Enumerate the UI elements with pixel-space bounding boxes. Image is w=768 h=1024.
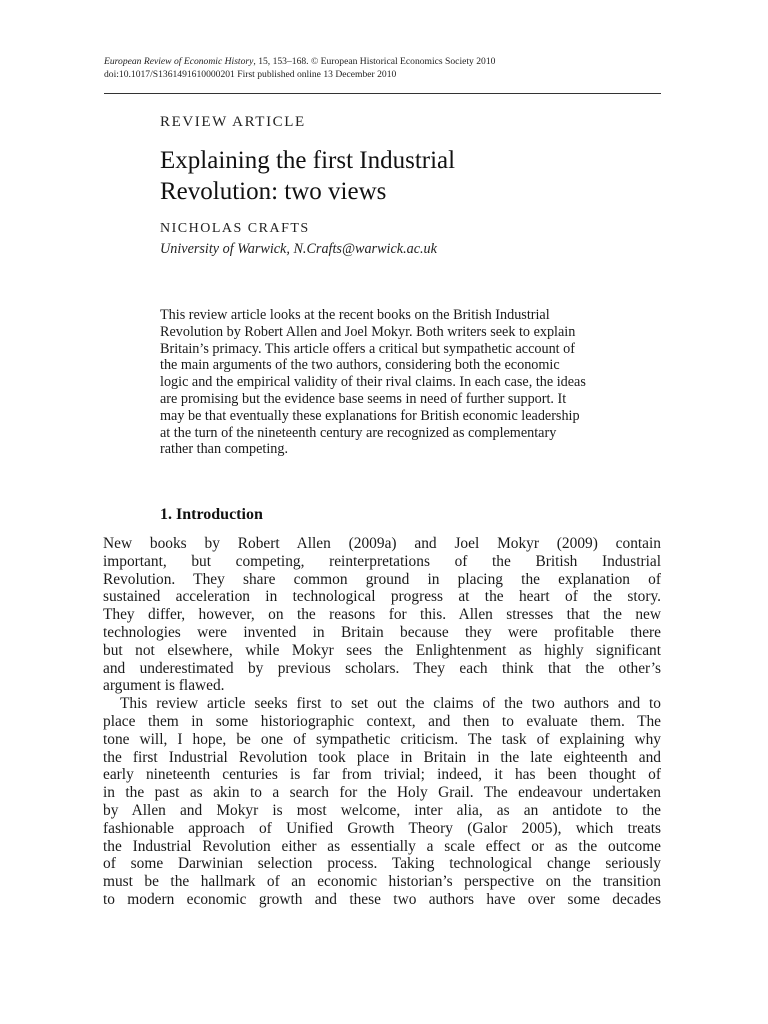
- citation-details: , 15, 153–168. © European Historical Economics Society 2010: [253, 56, 496, 67]
- abstract: [160, 307, 660, 458]
- abstract-line: rather than competing.: [160, 441, 289, 458]
- body-line: They differ, however, on the reasons for this. Allen stresses that the new: [103, 606, 661, 624]
- body-text: [103, 535, 661, 909]
- body-line: but not elsewhere, while Mokyr sees the Enlightenment as highly significant: [103, 641, 661, 659]
- body-line: fashionable approach of Unified Growth Theory (Galor 2005), which treats: [103, 819, 661, 837]
- title-line: Revolution: two views: [160, 178, 387, 205]
- abstract-line: This review article looks at the recent books on the British Industrial: [160, 307, 550, 323]
- abstract-line: at the turn of the nineteenth century are recognized as complementary: [160, 424, 557, 441]
- article-title: [160, 145, 600, 207]
- abstract-line: Revolution by Robert Allen and Joel Mokyr. Both writers seek to explain: [160, 323, 576, 340]
- body-line: sustained acceleration in technological progress at the heart of the story.: [103, 588, 661, 606]
- citation-line: [104, 55, 664, 68]
- body-line: the first Industrial Revolution took place in Britain in the late eighteenth and: [103, 748, 661, 766]
- journal-name: European Review of Economic History: [104, 56, 254, 67]
- article-type-label: REVIEW ARTICLE: [160, 114, 306, 130]
- author-affiliation: University of Warwick, N.Crafts@warwick.ac.uk: [160, 241, 437, 257]
- title-line: Explaining the first Industrial: [160, 147, 456, 174]
- body-line: important, but competing, reinterpretations of the British Industrial: [103, 552, 661, 570]
- body-line: This review article seeks first to set out the claims of the two authors and to: [120, 695, 661, 713]
- header-divider: [104, 93, 661, 94]
- abstract-line: may be that eventually these explanations for British economic leadership: [160, 407, 580, 424]
- doi-line: doi:10.1017/S1361491610000201 First published online 13 December 2010: [104, 69, 397, 80]
- body-line: early nineteenth centuries is far from trivial; indeed, it has been thought of: [103, 766, 661, 784]
- body-line: by Allen and Mokyr is most welcome, inter alia, as an antidote to the: [103, 801, 661, 819]
- body-line: place them in some historiographic context, and then to evaluate them. The: [103, 712, 661, 730]
- body-line: tone will, I hope, be one of sympathetic criticism. The task of explaining why: [103, 730, 661, 748]
- abstract-line: the main arguments of the two authors, considering both the economic: [160, 357, 560, 374]
- author-name: NICHOLAS CRAFTS: [160, 221, 310, 236]
- abstract-line: logic and the empirical validity of their rival claims. In each case, the ideas: [160, 374, 586, 391]
- section-heading: 1. Introduction: [160, 506, 263, 523]
- body-line: must be the hallmark of an economic historian’s perspective on the transition: [103, 873, 661, 891]
- body-line: New books by Robert Allen (2009a) and Joel Mokyr (2009) contain: [103, 535, 661, 552]
- body-line: of some Darwinian selection process. Taking technological change seriously: [103, 855, 661, 873]
- abstract-line: are promising but the evidence base seems in need of further support. It: [160, 390, 567, 407]
- body-line: argument is flawed.: [103, 677, 225, 695]
- body-line: technologies were invented in Britain because they were profitable there: [103, 623, 661, 641]
- body-line: to modern economic growth and these two authors have over some decades: [103, 890, 661, 908]
- body-line: the Industrial Revolution either as essentially a scale effect or as the outcome: [103, 837, 661, 855]
- body-line: Revolution. They share common ground in placing the explanation of: [103, 570, 661, 588]
- journal-header: [104, 55, 664, 81]
- body-line: and underestimated by previous scholars. They each think that the other’s: [103, 659, 661, 677]
- abstract-line: Britain’s primacy. This article offers a critical but sympathetic account of: [160, 340, 575, 357]
- body-line: in the past as akin to a search for the Holy Grail. The endeavour undertaken: [103, 784, 661, 802]
